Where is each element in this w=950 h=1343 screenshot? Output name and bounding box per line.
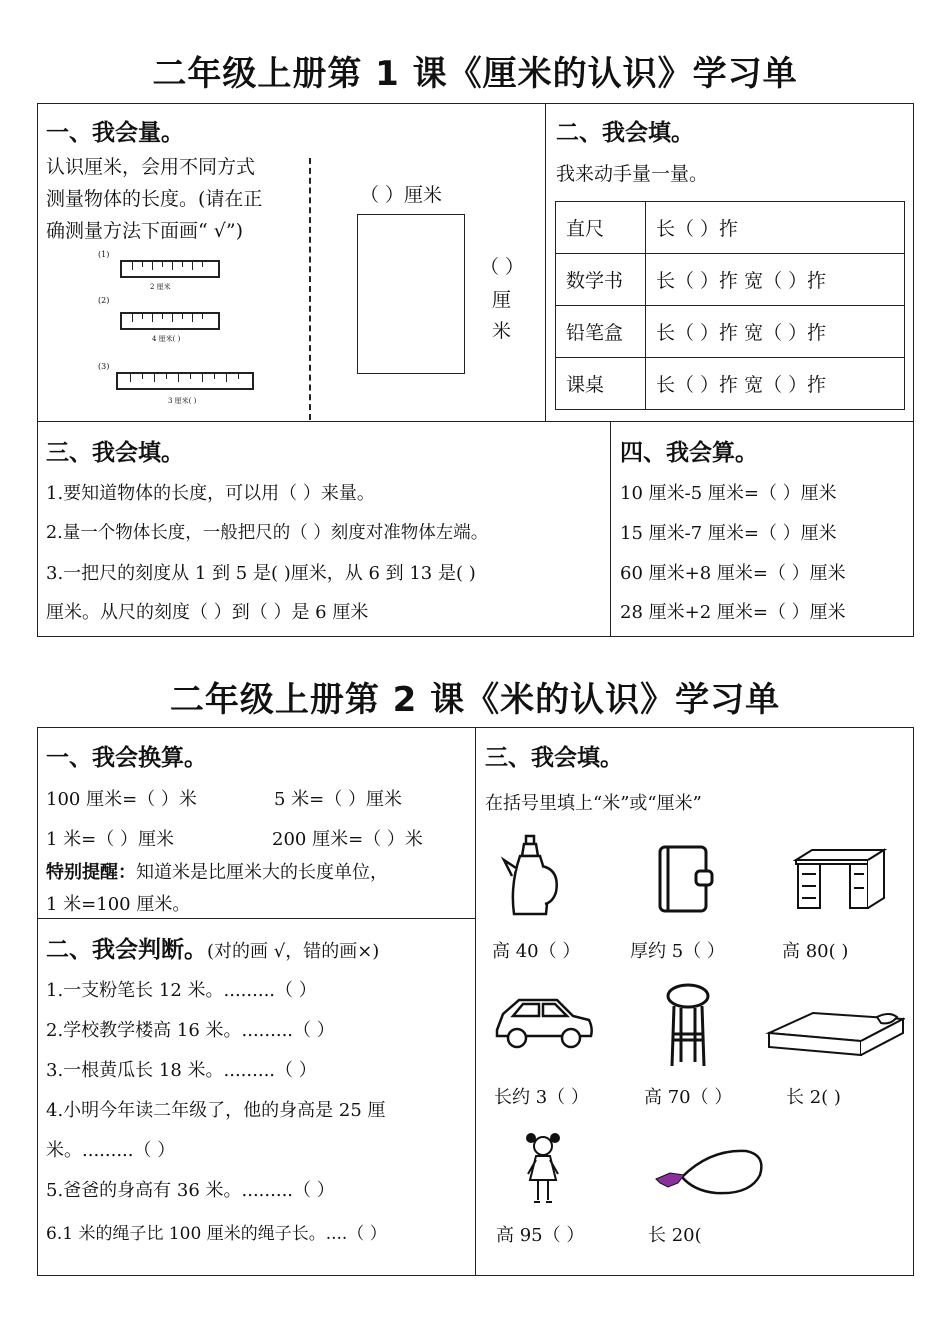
table-row [556,358,905,410]
book-icon [656,843,716,915]
divider [545,103,546,421]
measure-table [555,201,905,410]
divider [37,421,914,422]
item-caption: 长约 3（ ） [494,1087,589,1108]
judge-question: 5.爸爸的身高有 36 米。.........（ ） [46,1180,335,1201]
tip-text [46,858,388,884]
desk-icon [792,848,888,912]
ruler-number: (2) [98,296,110,305]
question-text: 3.一把尺的刻度从 1 到 5 是( )厘米，从 6 到 13 是( ) [46,563,476,584]
item-caption: 高 70（ ） [644,1087,733,1108]
divider [475,727,476,1276]
table-cell: 直尺 [556,202,646,254]
ruler-number: (1) [98,250,110,259]
divider [37,918,475,919]
instruction-text: 认识厘米，会用不同方式 [46,156,256,178]
table-cell[interactable]: 长（ ）拃 宽（ ）拃 [646,358,905,410]
ruler-caption: 3 厘米( ) [168,397,197,405]
table-row [556,306,905,358]
item-caption: 长 20( [648,1225,702,1246]
girl-icon [522,1130,564,1206]
calc-question: 10 厘米-5 厘米=（ ）厘米 [620,483,837,504]
section-heading-row [46,931,379,964]
heading-note: (对的画 √，错的画×) [207,941,380,962]
section-heading: 一、我会量。 [46,120,184,146]
section-heading: 一、我会换算。 [46,745,207,771]
calc-question: 60 厘米+8 厘米=（ ）厘米 [620,563,846,584]
item-caption: 厚约 5（ ） [630,941,725,962]
conversion-question: 100 厘米=（ ）米 [46,789,197,810]
section-heading: 三、我会填。 [485,745,623,771]
rect-height-unit: 米 [492,320,512,342]
calc-question: 28 厘米+2 厘米=（ ）厘米 [620,602,846,623]
lesson1-title: 二年级上册第 1 课《厘米的认识》学习单 [152,54,798,94]
divider [610,421,611,637]
instruction-text: 在括号里填上“米”或“厘米” [485,793,702,814]
ruler-1-icon [120,260,220,278]
instruction-text: 确测量方法下面画“ √”) [46,220,243,242]
rect-height-unit: 厘 [492,289,512,311]
calc-question: 15 厘米-7 厘米=（ ）厘米 [620,523,837,544]
tip-text: 1 米=100 厘米。 [46,894,191,915]
item-caption: 高 40（ ） [492,941,581,962]
tip-body: 知道米是比厘米大的长度单位， [136,862,388,883]
lesson2-title: 二年级上册第 2 课《米的认识》学习单 [169,680,781,720]
question-text: 厘米。从尺的刻度（ ）到（ ）是 6 厘米 [46,602,369,623]
question-text: 2.量一个物体长度，一般把尺的（ ）刻度对准物体左端。 [46,523,489,543]
section-heading: 二、我会填。 [556,120,694,146]
teapot-icon [498,830,564,918]
conversion-question: 5 米=（ ）厘米 [274,789,402,810]
table-cell: 数学书 [556,254,646,306]
section-heading: 三、我会填。 [46,440,184,466]
tip-label: 特别提醒： [46,862,136,883]
table-cell[interactable]: 长（ ）拃 宽（ ）拃 [646,306,905,358]
eggplant-icon [650,1147,766,1203]
table-row [556,254,905,306]
instruction-text: 我来动手量一量。 [556,163,709,185]
table-row [556,202,905,254]
ruler-2-icon [120,312,220,330]
car-icon [493,994,595,1054]
judge-question: 4.小明今年读二年级了，他的身高是 25 厘 [46,1100,386,1121]
item-caption: 高 95（ ） [496,1225,585,1246]
table-cell[interactable]: 长（ ）拃 [646,202,905,254]
section-heading: 二、我会判断。 [46,937,207,963]
stool-icon [664,982,712,1068]
judge-question: 6.1 米的绳子比 100 厘米的绳子长。....（ ） [46,1224,387,1244]
ruler-caption: 2 厘米 [150,283,171,291]
judge-question: 3.一根黄瓜长 18 米。.........（ ） [46,1060,317,1081]
rect-width-answer[interactable]: （ ）厘米 [360,184,443,206]
table-cell: 课桌 [556,358,646,410]
table-cell[interactable]: 长（ ）拃 宽（ ）拃 [646,254,905,306]
conversion-question: 200 厘米=（ ）米 [272,829,423,850]
judge-question: 2.学校教学楼高 16 米。.........（ ） [46,1020,335,1041]
conversion-question: 1 米=（ ）厘米 [46,829,174,850]
instruction-text: 测量物体的长度。(请在正 [46,188,263,210]
section-heading: 四、我会算。 [620,440,758,466]
judge-question: 1.一支粉笔长 12 米。.........（ ） [46,980,317,1001]
item-caption: 长 2( ) [786,1087,841,1108]
table-cell: 铅笔盒 [556,306,646,358]
ruler-number: (3) [98,362,110,371]
ruler-3-icon [116,372,254,390]
rect-height-answer[interactable]: （ ） [480,256,525,278]
question-text: 1.要知道物体的长度，可以用（ ）来量。 [46,483,375,504]
ruler-caption: 4 厘米( ) [152,335,181,343]
item-caption: 高 80( ) [782,941,849,962]
judge-question: 米。.........（ ） [46,1140,176,1161]
dashed-divider [309,158,311,420]
measure-rectangle [357,214,465,374]
bed-icon [765,1003,905,1061]
